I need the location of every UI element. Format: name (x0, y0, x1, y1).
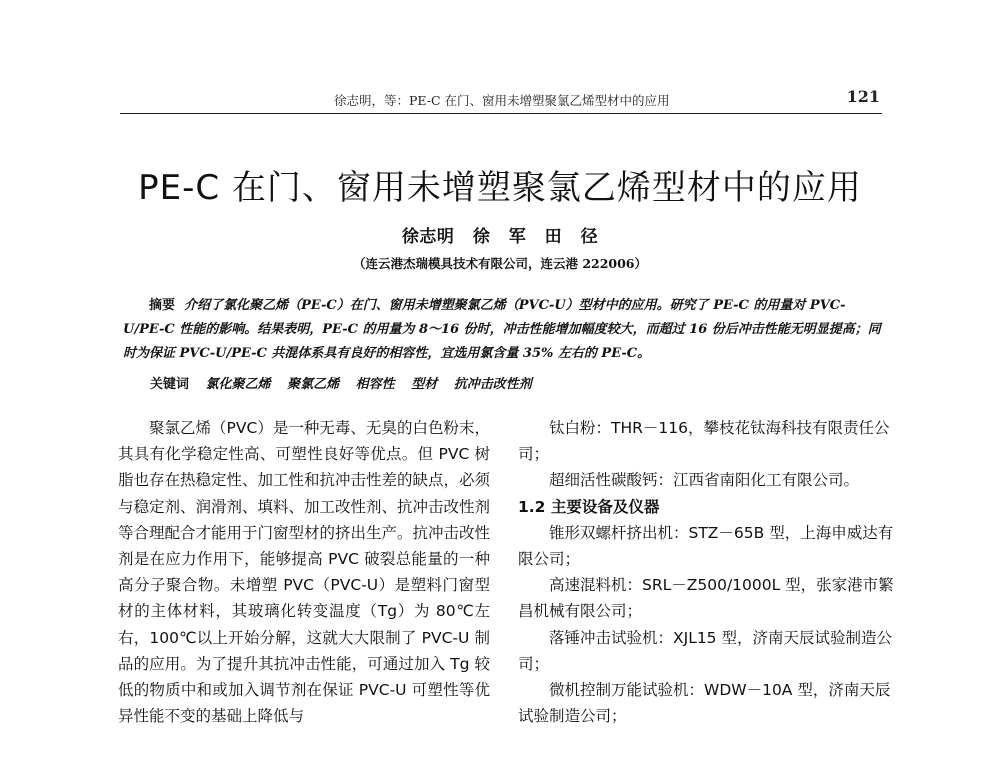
section-heading: 1.2 主要设备及仪器 (518, 497, 660, 516)
keyword: 聚氯乙烯 (287, 377, 340, 392)
keyword: 相容性 (355, 377, 395, 392)
abstract (123, 294, 883, 366)
running-title: 徐志明，等：PE-C 在门、窗用未增塑聚氯乙烯型材中的应用 (334, 93, 670, 108)
keywords (150, 373, 890, 392)
authors: 徐志明 徐 军 田 径 (401, 227, 599, 247)
equipment-item: 微机控制万能试验机：WDW－10A 型，济南天辰试验制造公司； (518, 681, 891, 726)
keyword: 氯化聚乙烯 (205, 377, 271, 392)
abstract-label: 摘要 (149, 298, 176, 313)
equipment-item: 落锤冲击试验机：XJL15 型，济南天辰试验制造公司； (518, 628, 892, 673)
material-item: 钛白粉：THR－116，攀枝花钛海科技有限责任公司； (518, 419, 890, 464)
keywords-label: 关键词 (150, 377, 190, 392)
abstract-text: 介绍了氯化聚乙烯（PE-C）在门、窗用未增塑聚氯乙烯（PVC-U）型材中的应用。研究了 PE-C 的用量对 PVC-U/PE-C 性能的影响。结果表明，PE-C 的用量为 8～16 份时，冲击性能增加幅度较大，而超过 16 份后冲击性能无明显提高；同时为保证 PVC-U/PE-C 共混体系具有良好的相容性，宜选用氯含量 35% 左右的 PE-C。 (123, 298, 881, 361)
intro-paragraph: 聚氯乙烯（PVC）是一种无毒、无臭的白色粉末，其具有化学稳定性高、可塑性良好等优点。但 PVC 树脂也存在热稳定性、加工性和抗冲击性差的缺点，必须与稳定剂、润滑剂、填料、加工改性剂、抗冲击改性剂等合理配合才能用于门窗型材的挤出生产。抗冲击改性剂是在应力作用下，能够提高 PVC 破裂总能量的一种高分子聚合物。未增塑 PVC（PVC-U）是塑料门窗型材的主体材料，其玻璃化转变温度（Tg）为 80℃左右，100℃以上开始分解，这就大大限制了 PVC-U 制品的应用。为了提升其抗冲击性能，可通过加入 Tg 较低的物质中和或加入调节剂在保证 PVC-U 可塑性等优异性能不变的基础上降低与 (118, 419, 491, 726)
abstract-paragraph (123, 294, 883, 366)
affiliation: （连云港杰瑞模具技术有限公司，连云港 222006） (352, 256, 648, 271)
keyword: 抗冲击改性剂 (453, 377, 532, 392)
header-rule (120, 113, 882, 114)
material-item: 超细活性碳酸钙：江西省南阳化工有限公司。 (549, 471, 860, 490)
page-number: 121 (846, 87, 880, 106)
article-title: PE-C 在门、窗用未增塑聚氯乙烯型材中的应用 (138, 168, 862, 208)
equipment-item: 锥形双螺杆挤出机：STZ－65B 型，上海申威达有限公司； (518, 523, 894, 569)
equipment-item: 高速混料机：SRL－Z500/1000L 型，张家港市繁昌机械有限公司； (518, 576, 894, 621)
body-right-column (518, 415, 898, 729)
keyword: 型材 (411, 377, 438, 392)
body-left-column (118, 415, 490, 729)
